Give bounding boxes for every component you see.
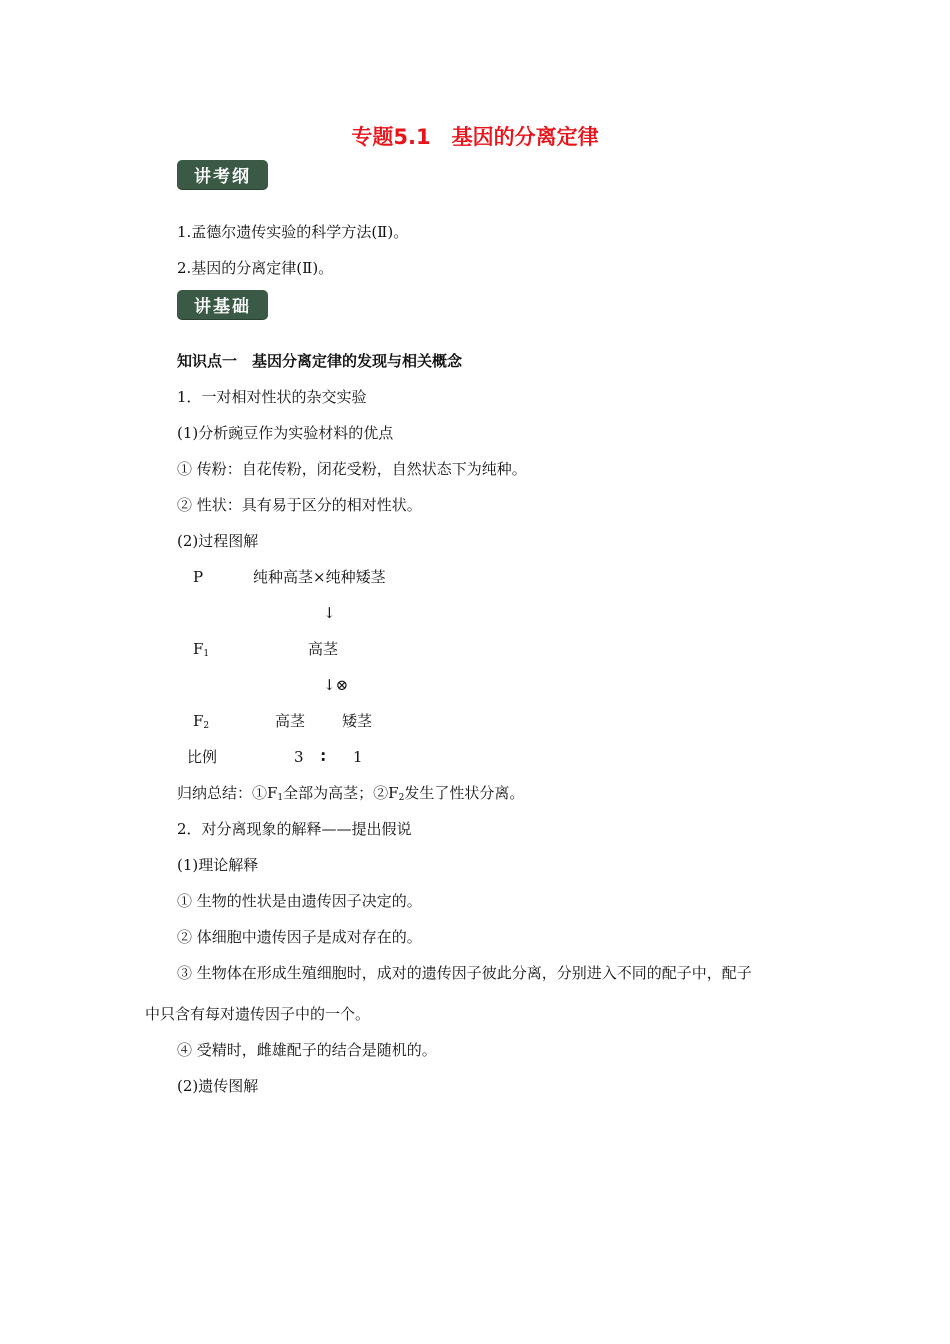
f1-phenotype: 高茎 <box>308 640 339 658</box>
paragraph-continuation: 中只含有每对遗传因子中的一个。 <box>145 1005 371 1023</box>
generation-label-f1: $F_1$ <box>193 640 210 659</box>
summary: 归纳总结：$①F_1$全部为高茎；$②F_2$发生了性状分离。 <box>177 784 525 803</box>
f2-phenotype-tall: 高茎 <box>275 712 306 730</box>
paragraph: 2．对分离现象的解释——提出假说 <box>177 820 412 838</box>
ratio-value-a: 3 <box>294 748 304 766</box>
paragraph: 1．一对相对性状的杂交实验 <box>177 388 367 406</box>
paragraph: ② 性状：具有易于区分的相对性状。 <box>177 496 422 514</box>
arrow-down-icon: ↓ <box>323 604 336 622</box>
page-title: 专题5.1 基因的分离定律 <box>351 125 599 149</box>
generation-label-p: P <box>193 568 204 586</box>
paragraph: (2)过程图解 <box>177 532 259 550</box>
basics-badge: 讲基础 <box>177 290 268 319</box>
ratio-colon: ∶ <box>321 748 326 766</box>
paragraph: ① 传粉：自花传粉，闭花受粉，自然状态下为纯种。 <box>177 460 527 478</box>
paragraph: ④ 受精时，雌雄配子的结合是随机的。 <box>177 1041 437 1059</box>
paragraph: (2)遗传图解 <box>177 1077 259 1095</box>
syllabus-badge: 讲考纲 <box>177 160 268 189</box>
f2-phenotype-short: 矮茎 <box>342 712 373 730</box>
paragraph: ② 体细胞中遗传因子是成对存在的。 <box>177 928 422 946</box>
paragraph: ③ 生物体在形成生殖细胞时，成对的遗传因子彼此分离，分别进入不同的配子中，配子 <box>177 964 752 982</box>
syllabus-item-2: 2.基因的分离定律(Ⅱ)。 <box>177 259 334 277</box>
syllabus-item-1: 1.孟德尔遗传实验的科学方法(Ⅱ)。 <box>177 223 409 241</box>
parental-cross: 纯种高茎×纯种矮茎 <box>253 568 386 586</box>
section-heading: 知识点一 基因分离定律的发现与相关概念 <box>177 352 463 370</box>
ratio-value-b: 1 <box>353 748 363 766</box>
paragraph: (1)分析豌豆作为实验材料的优点 <box>177 424 394 442</box>
selfing-arrow-icon: ↓⊗ <box>323 676 349 694</box>
paragraph: (1)理论解释 <box>177 856 259 874</box>
ratio-label: 比例 <box>187 748 218 766</box>
paragraph: ① 生物的性状是由遗传因子决定的。 <box>177 892 422 910</box>
generation-label-f2: $F_2$ <box>193 712 210 731</box>
